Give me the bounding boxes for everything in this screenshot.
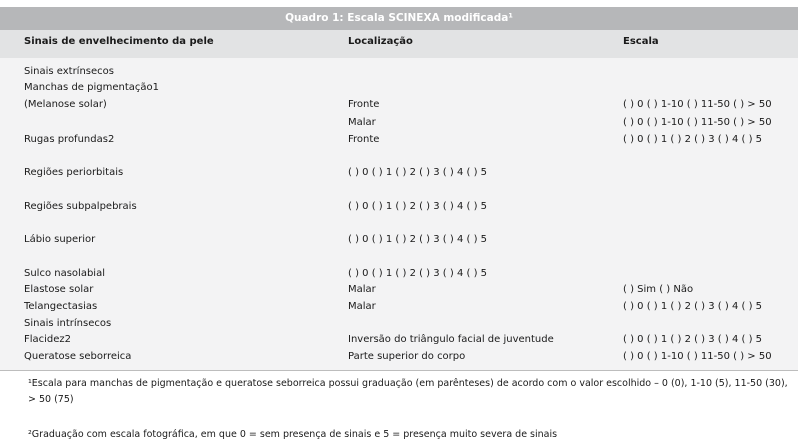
table-row-scale: ( ) 0 ( ) 1-10 ( ) 11-50 ( ) > 50 [623, 99, 772, 110]
table-row-location: Parte superior do corpo [348, 351, 466, 362]
footnote-1: ¹Escala para manchas de pigmentação e queratose seborreica possui graduação (em parênteses) de acordo com o valor escolhido – 0 (0), 1-10 (5), 11-50 (30), > 50 (75) [28, 378, 788, 405]
table-row-sign: (Melanose solar) [24, 99, 107, 110]
table-row-location: Malar [348, 117, 376, 128]
table-row-scale: ( ) 0 ( ) 1-10 ( ) 11-50 ( ) > 50 [623, 117, 772, 128]
table-row-location: ( ) 0 ( ) 1 ( ) 2 ( ) 3 ( ) 4 ( ) 5 [348, 268, 488, 279]
table-row-scale: ( ) 0 ( ) 1 ( ) 2 ( ) 3 ( ) 4 ( ) 5 [623, 334, 763, 345]
table-row-sign: Sinais intrínsecos [24, 318, 112, 329]
table-row-location: Fronte [348, 99, 380, 110]
table-row-location: ( ) 0 ( ) 1 ( ) 2 ( ) 3 ( ) 4 ( ) 5 [348, 201, 488, 212]
table-row-sign: Sulco nasolabial [24, 268, 105, 279]
table-row-scale: ( ) 0 ( ) 1 ( ) 2 ( ) 3 ( ) 4 ( ) 5 [623, 134, 763, 145]
table-row-sign: Lábio superior [24, 234, 96, 245]
table-row-location: Malar [348, 284, 376, 295]
table-row-sign: Rugas profundas2 [24, 134, 115, 145]
header-location: Localização [348, 36, 413, 47]
table-row-location: ( ) 0 ( ) 1 ( ) 2 ( ) 3 ( ) 4 ( ) 5 [348, 167, 488, 178]
table-row-sign: Telangectasias [24, 301, 98, 312]
table-row-location: ( ) 0 ( ) 1 ( ) 2 ( ) 3 ( ) 4 ( ) 5 [348, 234, 488, 245]
table-row-sign: Queratose seborreica [24, 351, 132, 362]
table-header [0, 30, 798, 58]
table-row-scale: ( ) 0 ( ) 1-10 ( ) 11-50 ( ) > 50 [623, 351, 772, 362]
table-row-sign: Regiões periorbitais [24, 167, 124, 178]
table-row-location: Malar [348, 301, 376, 312]
table-row-sign: Regiões subpalpebrais [24, 201, 137, 212]
table-row-sign: Manchas de pigmentação1 [24, 82, 159, 93]
header-scale: Escala [623, 36, 659, 47]
table-row-scale: ( ) Sim ( ) Não [623, 284, 694, 295]
table-row-location: Fronte [348, 134, 380, 145]
table-title: Quadro 1: Escala SCINEXA modificada¹ [0, 7, 798, 30]
header-signs: Sinais de envelhecimento da pele [24, 36, 214, 47]
table-row-location: Inversão do triângulo facial de juventude [348, 334, 554, 345]
footnotes [0, 370, 798, 447]
footnote-2: ²Graduação com escala fotográfica, em que 0 = sem presença de sinais e 5 = presença muito severa de sinais [28, 429, 558, 440]
table-row-sign: Elastose solar [24, 284, 94, 295]
table-row-scale: ( ) 0 ( ) 1 ( ) 2 ( ) 3 ( ) 4 ( ) 5 [623, 301, 763, 312]
table-body [0, 58, 798, 370]
table-row-sign: Sinais extrínsecos [24, 66, 114, 77]
table-row-sign: Flacidez2 [24, 334, 72, 345]
